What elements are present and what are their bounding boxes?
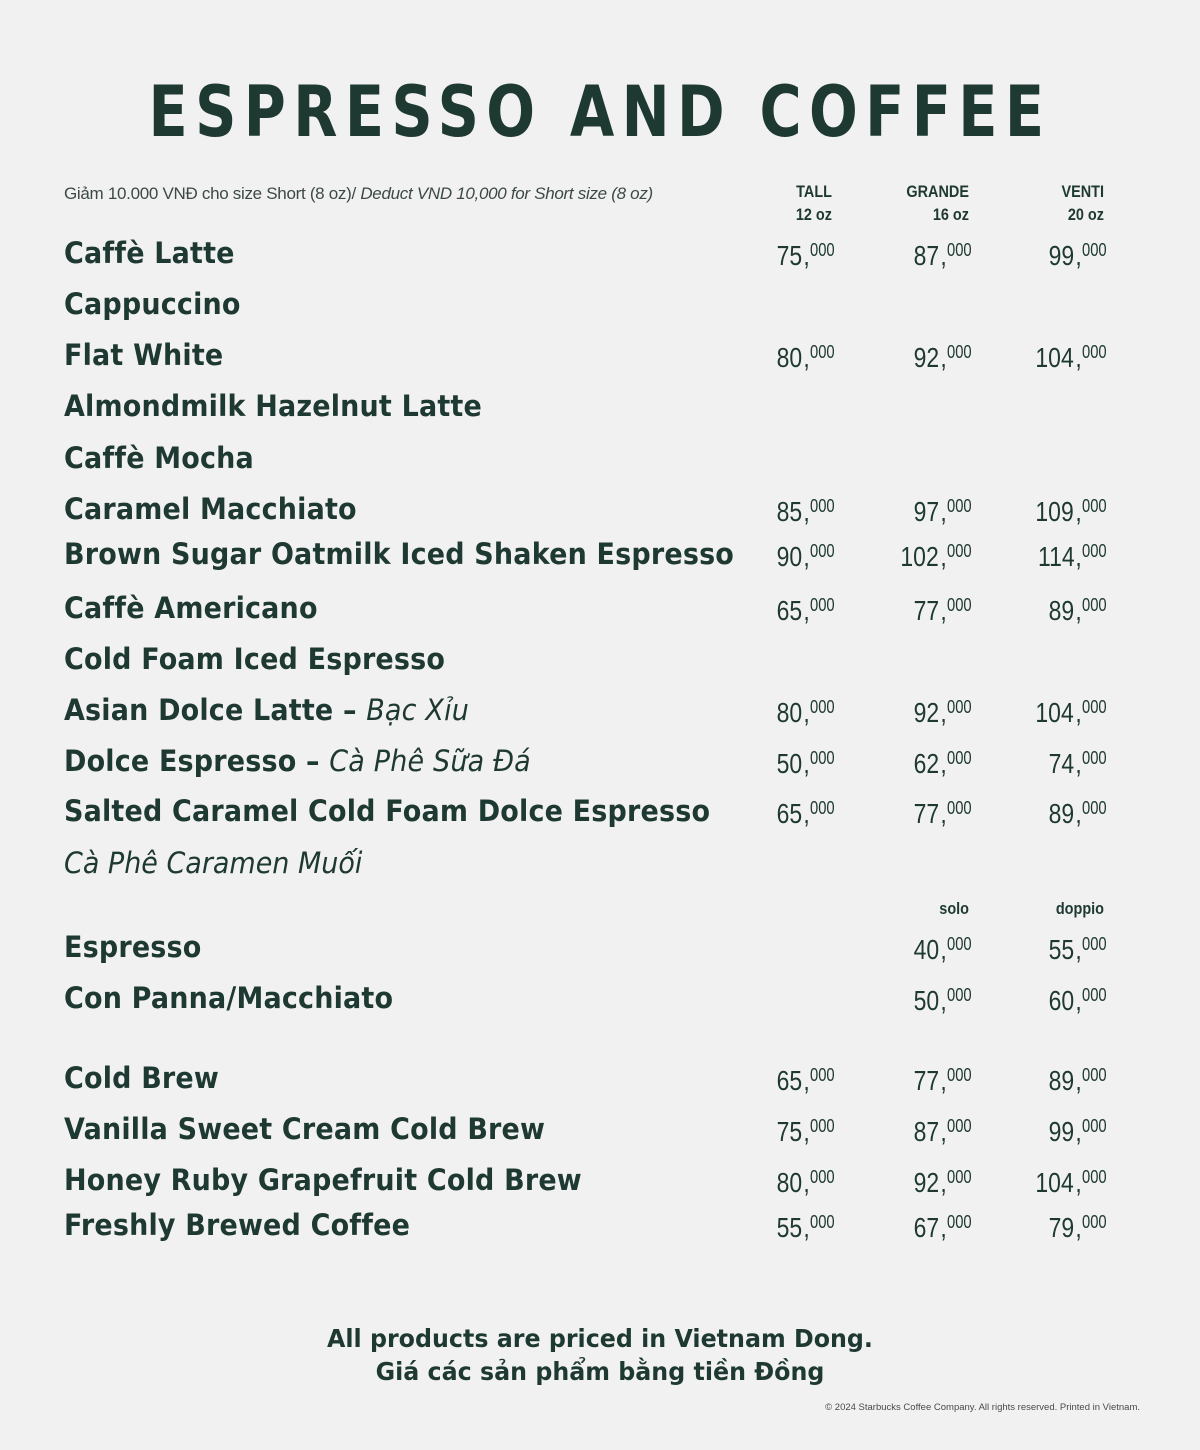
menu-item-name — [64, 1112, 545, 1146]
price-zeros: 000 — [946, 496, 972, 516]
price-separator: , — [803, 798, 810, 829]
price-separator: , — [940, 595, 947, 626]
price-zeros: 000 — [809, 541, 835, 561]
price-separator: , — [940, 697, 947, 728]
price-separator: , — [940, 541, 947, 572]
menu-item-row — [64, 236, 1124, 276]
size-oz: 12 oz — [795, 205, 832, 224]
menu-item-name-text: Espresso — [64, 930, 202, 964]
menu-item-name — [64, 744, 531, 778]
price-thousands: 92 — [913, 342, 940, 373]
price-separator: , — [1075, 541, 1082, 572]
price-thousands: 65 — [776, 595, 803, 626]
menu-item-price — [968, 496, 1108, 528]
price-separator: , — [803, 1212, 810, 1243]
price-zeros: 000 — [946, 1065, 972, 1085]
menu-item-price — [833, 595, 973, 627]
size-oz: 20 oz — [1067, 205, 1104, 224]
price-separator: , — [1075, 934, 1082, 965]
price-separator: , — [803, 595, 810, 626]
price-separator: , — [940, 934, 947, 965]
menu-item-name — [64, 389, 482, 423]
price-thousands: 62 — [913, 748, 940, 779]
size-name: GRANDE — [906, 182, 969, 201]
price-zeros: 000 — [809, 240, 835, 260]
price-thousands: 40 — [913, 934, 940, 965]
menu-item-row — [64, 338, 1124, 378]
menu-item-name — [64, 287, 241, 321]
menu-item-name-text: Salted Caramel Cold Foam Dolce Espresso — [64, 794, 711, 828]
price-separator: , — [1075, 1065, 1082, 1096]
menu-item-price — [696, 1065, 836, 1097]
menu-item-price — [968, 798, 1108, 830]
price-zeros: 000 — [809, 697, 835, 717]
menu-item-price — [968, 541, 1108, 573]
price-zeros: 000 — [946, 240, 972, 260]
menu-item-price — [696, 496, 836, 528]
size-header-venti — [1019, 180, 1104, 226]
menu-item-price — [696, 798, 836, 830]
menu-item-price — [968, 934, 1108, 966]
price-thousands: 65 — [776, 798, 803, 829]
menu-item-price — [833, 342, 973, 374]
menu-item-name — [64, 338, 223, 372]
short-size-note-en: Deduct VND 10,000 for Short size (8 oz) — [360, 184, 653, 203]
price-zeros: 000 — [946, 697, 972, 717]
menu-item-price — [833, 1116, 973, 1148]
menu-item-name-text: Brown Sugar Oatmilk Iced Shaken Espresso — [64, 537, 735, 571]
price-zeros: 000 — [809, 1167, 835, 1187]
price-separator: , — [940, 1212, 947, 1243]
menu-item-name — [64, 794, 710, 828]
price-thousands: 87 — [913, 240, 940, 271]
menu-item-name-text: Caramel Macchiato — [64, 492, 357, 526]
price-thousands: 104 — [1035, 1167, 1075, 1198]
menu-item-name-text: Asian Dolce Latte – — [64, 693, 367, 727]
menu-item-price — [968, 985, 1108, 1017]
price-thousands: 92 — [913, 1167, 940, 1198]
price-thousands: 55 — [776, 1212, 803, 1243]
price-separator: , — [1075, 342, 1082, 373]
menu-item-price — [833, 240, 973, 272]
price-separator: , — [803, 342, 810, 373]
price-zeros: 000 — [946, 985, 972, 1005]
price-thousands: 74 — [1048, 748, 1075, 779]
price-zeros: 000 — [809, 1116, 835, 1136]
price-zeros: 000 — [809, 798, 835, 818]
price-zeros: 000 — [1081, 798, 1107, 818]
menu-item-name — [64, 930, 202, 964]
menu-item-viet-name: Bạc Xỉu — [366, 693, 470, 727]
salted-caramel-viet-name: Cà Phê Caramen Muối — [64, 846, 363, 880]
footer-line-en: All products are priced in Vietnam Dong. — [327, 1324, 873, 1353]
menu-item-row — [64, 389, 1124, 429]
price-separator: , — [1075, 697, 1082, 728]
menu-item-row — [64, 1163, 1124, 1203]
menu-item-price — [833, 1167, 973, 1199]
price-separator: , — [803, 1116, 810, 1147]
menu-item-price — [696, 1212, 836, 1244]
menu-item-name — [64, 492, 357, 526]
price-zeros: 000 — [946, 748, 972, 768]
price-thousands: 90 — [776, 541, 803, 572]
menu-item-price — [968, 697, 1108, 729]
price-thousands: 80 — [776, 1167, 803, 1198]
price-thousands: 80 — [776, 697, 803, 728]
price-separator: , — [803, 240, 810, 271]
copyright: © 2024 Starbucks Coffee Company. All rights reserved. Printed in Vietnam. — [825, 1402, 1140, 1413]
price-zeros: 000 — [1081, 1116, 1107, 1136]
price-zeros: 000 — [809, 595, 835, 615]
menu-item-price — [696, 1167, 836, 1199]
price-zeros: 000 — [946, 934, 972, 954]
short-size-note — [64, 184, 653, 204]
menu-item-name-text: Cold Brew — [64, 1061, 220, 1095]
menu-item-name — [64, 981, 393, 1015]
menu-item-price — [833, 541, 973, 573]
price-separator: , — [1075, 985, 1082, 1016]
price-zeros: 000 — [946, 595, 972, 615]
price-zeros: 000 — [946, 342, 972, 362]
price-separator: , — [803, 1065, 810, 1096]
price-zeros: 000 — [1081, 496, 1107, 516]
price-separator: , — [1075, 240, 1082, 271]
size-oz: 16 oz — [932, 205, 969, 224]
price-thousands: 102 — [900, 541, 940, 572]
price-separator: , — [803, 541, 810, 572]
price-thousands: 104 — [1035, 697, 1075, 728]
menu-item-price — [833, 496, 973, 528]
menu-item-price — [696, 748, 836, 780]
menu-item-name-text: Caffè Americano — [64, 591, 318, 625]
menu-item-name-text: Cappuccino — [64, 287, 241, 321]
menu-item-price — [696, 240, 836, 272]
menu-item-name-text: Caffè Latte — [64, 236, 235, 270]
menu-item-row — [64, 930, 1124, 970]
menu-item-price — [696, 541, 836, 573]
price-zeros: 000 — [1081, 934, 1107, 954]
menu-item-price — [833, 798, 973, 830]
price-separator: , — [803, 496, 810, 527]
menu-item-name-text: Vanilla Sweet Cream Cold Brew — [64, 1112, 546, 1146]
menu-item-row — [64, 642, 1124, 682]
menu-item-row — [64, 591, 1124, 631]
price-thousands: 60 — [1048, 985, 1075, 1016]
menu-item-name-text: Caffè Mocha — [64, 441, 254, 475]
menu-item-name-text: Cold Foam Iced Espresso — [64, 642, 446, 676]
menu-item-name — [64, 236, 235, 270]
price-thousands: 77 — [913, 1065, 940, 1096]
price-thousands: 114 — [1037, 541, 1075, 572]
menu-item-name-text: Freshly Brewed Coffee — [64, 1208, 411, 1242]
price-thousands: 89 — [1048, 595, 1075, 626]
menu-item-name — [64, 693, 469, 727]
price-thousands: 79 — [1048, 1212, 1075, 1243]
price-separator: , — [803, 697, 810, 728]
price-separator: , — [940, 798, 947, 829]
price-zeros: 000 — [1081, 985, 1107, 1005]
price-thousands: 77 — [913, 595, 940, 626]
price-thousands: 109 — [1035, 496, 1075, 527]
price-thousands: 99 — [1048, 1116, 1075, 1147]
menu-item-row — [64, 441, 1124, 481]
price-thousands: 92 — [913, 697, 940, 728]
price-thousands: 97 — [913, 496, 940, 527]
menu-item-row — [64, 744, 1124, 784]
size-header-grande — [884, 180, 969, 226]
menu-item-name — [64, 1163, 582, 1197]
price-zeros: 000 — [1081, 342, 1107, 362]
price-thousands: 77 — [913, 798, 940, 829]
price-separator: , — [940, 1116, 947, 1147]
menu-item-row — [64, 1112, 1124, 1152]
price-thousands: 65 — [776, 1065, 803, 1096]
menu-item-price — [968, 240, 1108, 272]
price-separator: , — [940, 1065, 947, 1096]
menu-item-name-text: Dolce Espresso – — [64, 744, 330, 778]
menu-item-name — [64, 642, 445, 676]
price-zeros: 000 — [809, 1065, 835, 1085]
price-zeros: 000 — [946, 798, 972, 818]
size-name: doppio — [1055, 899, 1104, 918]
menu-item-price — [696, 697, 836, 729]
size-header-doppio — [1019, 897, 1104, 920]
menu-item-price — [968, 1116, 1108, 1148]
price-zeros: 000 — [1081, 748, 1107, 768]
price-zeros: 000 — [809, 496, 835, 516]
menu-item-row — [64, 287, 1124, 327]
short-size-note-vi: Giảm 10.000 VNĐ cho size Short (8 oz)/ — [64, 184, 361, 203]
menu-item-name — [64, 1208, 410, 1242]
menu-item-viet-name: Cà Phê Sữa Đá — [329, 744, 531, 778]
menu-item-price — [833, 748, 973, 780]
menu-item-price — [833, 985, 973, 1017]
menu-item-name-text: Flat White — [64, 338, 224, 372]
price-zeros: 000 — [1081, 1065, 1107, 1085]
price-separator: , — [940, 342, 947, 373]
price-thousands: 50 — [776, 748, 803, 779]
price-separator: , — [940, 496, 947, 527]
price-separator: , — [940, 240, 947, 271]
price-zeros: 000 — [946, 1212, 972, 1232]
size-name: TALL — [796, 182, 832, 201]
menu-item-price — [833, 934, 973, 966]
price-zeros: 000 — [1081, 541, 1107, 561]
menu-item-row — [64, 794, 1124, 834]
price-thousands: 50 — [913, 985, 940, 1016]
price-thousands: 87 — [913, 1116, 940, 1147]
footer-line-vi: Giá các sản phẩm bằng tiền Đồng — [375, 1357, 825, 1386]
menu-item-price — [696, 595, 836, 627]
size-name: VENTI — [1061, 182, 1104, 201]
menu-item-name — [64, 1061, 219, 1095]
price-zeros: 000 — [1081, 697, 1107, 717]
price-thousands: 99 — [1048, 240, 1075, 271]
price-footer — [0, 1322, 1200, 1388]
menu-item-name — [64, 537, 734, 571]
price-thousands: 55 — [1048, 934, 1075, 965]
menu-item-price — [833, 697, 973, 729]
price-thousands: 104 — [1035, 342, 1075, 373]
price-thousands: 75 — [776, 1116, 803, 1147]
price-zeros: 000 — [809, 342, 835, 362]
price-thousands: 67 — [913, 1212, 940, 1243]
menu-item-row — [64, 693, 1124, 733]
menu-item-row — [64, 981, 1124, 1021]
price-separator: , — [1075, 1167, 1082, 1198]
price-thousands: 75 — [776, 240, 803, 271]
menu-item-row — [64, 1061, 1124, 1101]
price-separator: , — [1075, 798, 1082, 829]
menu-item-row — [64, 492, 1124, 532]
price-zeros: 000 — [946, 541, 972, 561]
size-header-tall — [747, 180, 832, 226]
size-header-solo — [884, 897, 969, 920]
menu-item-price — [968, 748, 1108, 780]
menu-item-price — [696, 342, 836, 374]
size-name: solo — [939, 899, 969, 918]
menu-item-row — [64, 1208, 1124, 1248]
menu-item-price — [696, 1116, 836, 1148]
menu-item-name — [64, 591, 318, 625]
price-zeros: 000 — [809, 1212, 835, 1232]
menu-title: ESPRESSO AND COFFEE — [148, 71, 1052, 153]
menu-item-price — [968, 595, 1108, 627]
price-separator: , — [1075, 1212, 1082, 1243]
price-zeros: 000 — [1081, 1212, 1107, 1232]
price-separator: , — [803, 1167, 810, 1198]
price-separator: , — [940, 748, 947, 779]
menu-item-name-text: Honey Ruby Grapefruit Cold Brew — [64, 1163, 582, 1197]
menu-item-name-text: Almondmilk Hazelnut Latte — [64, 389, 482, 423]
menu-item-price — [968, 1212, 1108, 1244]
price-zeros: 000 — [1081, 595, 1107, 615]
price-separator: , — [803, 748, 810, 779]
price-zeros: 000 — [946, 1167, 972, 1187]
price-thousands: 89 — [1048, 1065, 1075, 1096]
menu-item-price — [968, 1065, 1108, 1097]
price-thousands: 80 — [776, 342, 803, 373]
menu-item-price — [968, 342, 1108, 374]
menu-item-row — [64, 537, 1124, 577]
menu-item-price — [968, 1167, 1108, 1199]
price-separator: , — [1075, 496, 1082, 527]
menu-item-price — [833, 1065, 973, 1097]
price-zeros: 000 — [946, 1116, 972, 1136]
price-zeros: 000 — [1081, 1167, 1107, 1187]
price-thousands: 89 — [1048, 798, 1075, 829]
price-zeros: 000 — [1081, 240, 1107, 260]
price-separator: , — [940, 985, 947, 1016]
price-separator: , — [940, 1167, 947, 1198]
price-separator: , — [1075, 1116, 1082, 1147]
menu-item-name-text: Con Panna/Macchiato — [64, 981, 394, 1015]
menu-item-price — [833, 1212, 973, 1244]
price-separator: , — [1075, 595, 1082, 626]
menu-item-name — [64, 441, 254, 475]
price-zeros: 000 — [809, 748, 835, 768]
price-separator: , — [1075, 748, 1082, 779]
price-thousands: 85 — [776, 496, 803, 527]
